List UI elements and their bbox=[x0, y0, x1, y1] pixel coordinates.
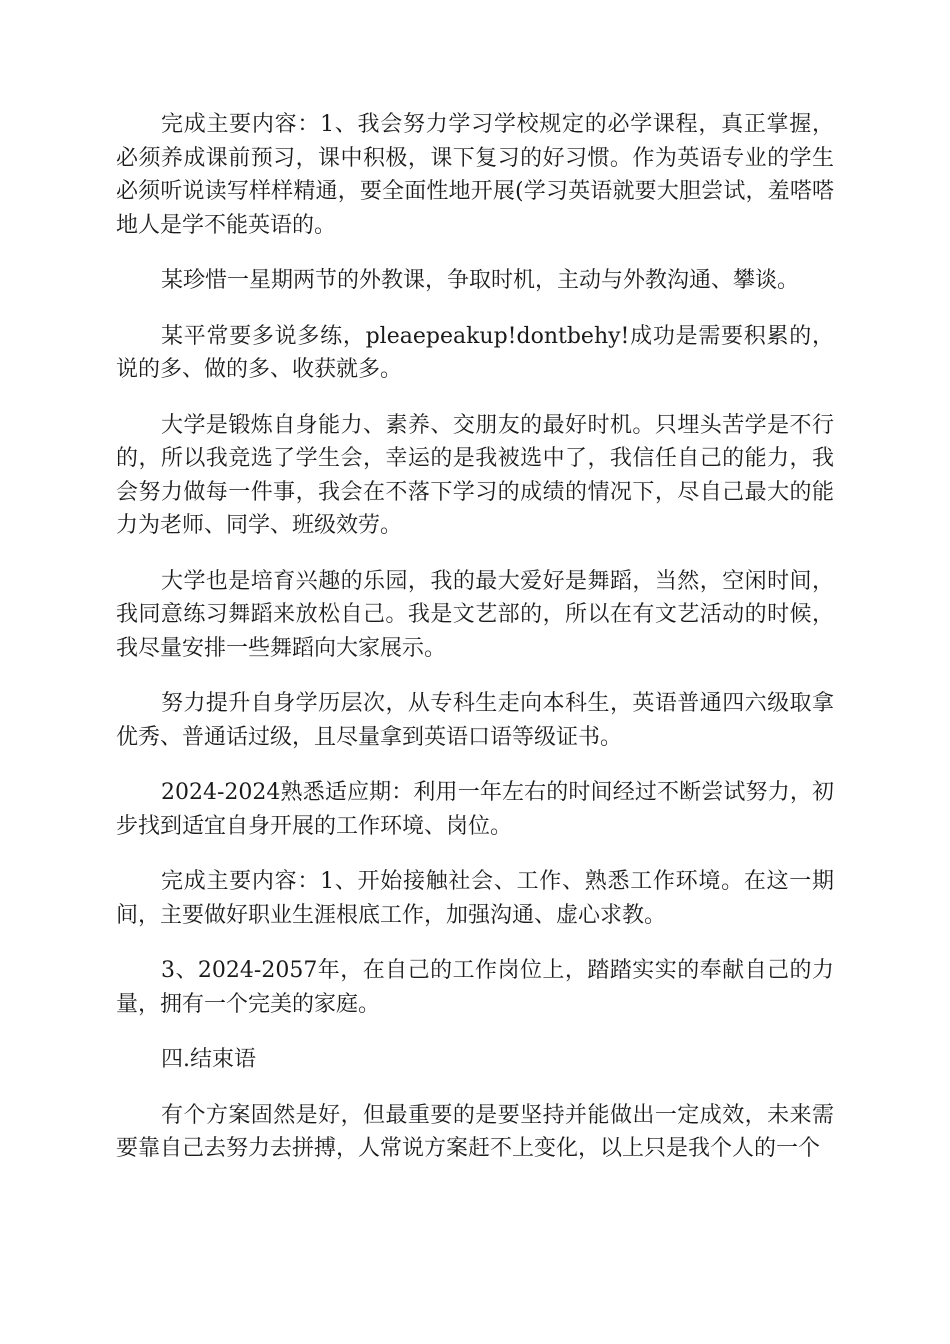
document-body bbox=[116, 108, 834, 1188]
paragraph-education-level: 努力提升自身学历层次，从专科生走向本科生，英语普通四六级取拿优秀、普通话过级，且尽量拿到英语口语等级证书。 bbox=[116, 691, 834, 750]
paragraph-main-content-2: 完成主要内容：1、开始接触社会、工作、熟悉工作环境。在这一期间，主要做好职业生涯根底工作，加强沟通、虚心求教。 bbox=[116, 869, 834, 928]
paragraph-dance-hobby: 大学也是培育兴趣的乐园，我的最大爱好是舞蹈，当然，空闲时间，我同意练习舞蹈来放松自己。我是文艺部的，所以在有文艺活动的时候，我尽量安排一些舞蹈向大家展示。 bbox=[116, 568, 834, 661]
paragraph-student-union: 大学是锻炼自身能力、素养、交朋友的最好时机。只埋头苦学是不行的，所以我竞选了学生会，幸运的是我被选中了，我信任自己的能力，我会努力做每一件事，我会在不落下学习的成绩的情况下，尽自己最大的能力为老师、同学、班级效劳。 bbox=[116, 412, 834, 538]
paragraph-practice-speaking: 某平常要多说多练，pleaepeakup!dontbehy!成功是需要积累的，说的多、做的多、收获就多。 bbox=[116, 323, 834, 382]
paragraph-adaptation-period: 2024-2024熟悉适应期：利用一年左右的时间经过不断尝试努力，初步找到适宜自身开展的工作环境、岗位。 bbox=[116, 780, 834, 839]
paragraph-career-stage-3: 3、2024-2057年，在自己的工作岗位上，踏踏实实的奉献自己的力量，拥有一个完美的家庭。 bbox=[116, 958, 834, 1017]
paragraph-conclusion: 有个方案固然是好，但最重要的是要坚持并能做出一定成效，未来需要靠自己去努力去拼搏，人常说方案赶不上变化，以上只是我个人的一个 bbox=[116, 1102, 834, 1161]
section-heading-conclusion: 四.结束语 bbox=[161, 1047, 256, 1072]
paragraph-foreign-teacher: 某珍惜一星期两节的外教课，争取时机，主动与外教沟通、攀谈。 bbox=[161, 268, 800, 293]
paragraph-main-content-1: 完成主要内容：1、我会努力学习学校规定的必学课程，真正掌握，必须养成课前预习，课中积极，课下复习的好习惯。作为英语专业的学生必须听说读写样样精通，要全面性地开展(学习英语就要大胆尝试，羞嗒嗒地人是学不能英语的。 bbox=[116, 112, 834, 238]
